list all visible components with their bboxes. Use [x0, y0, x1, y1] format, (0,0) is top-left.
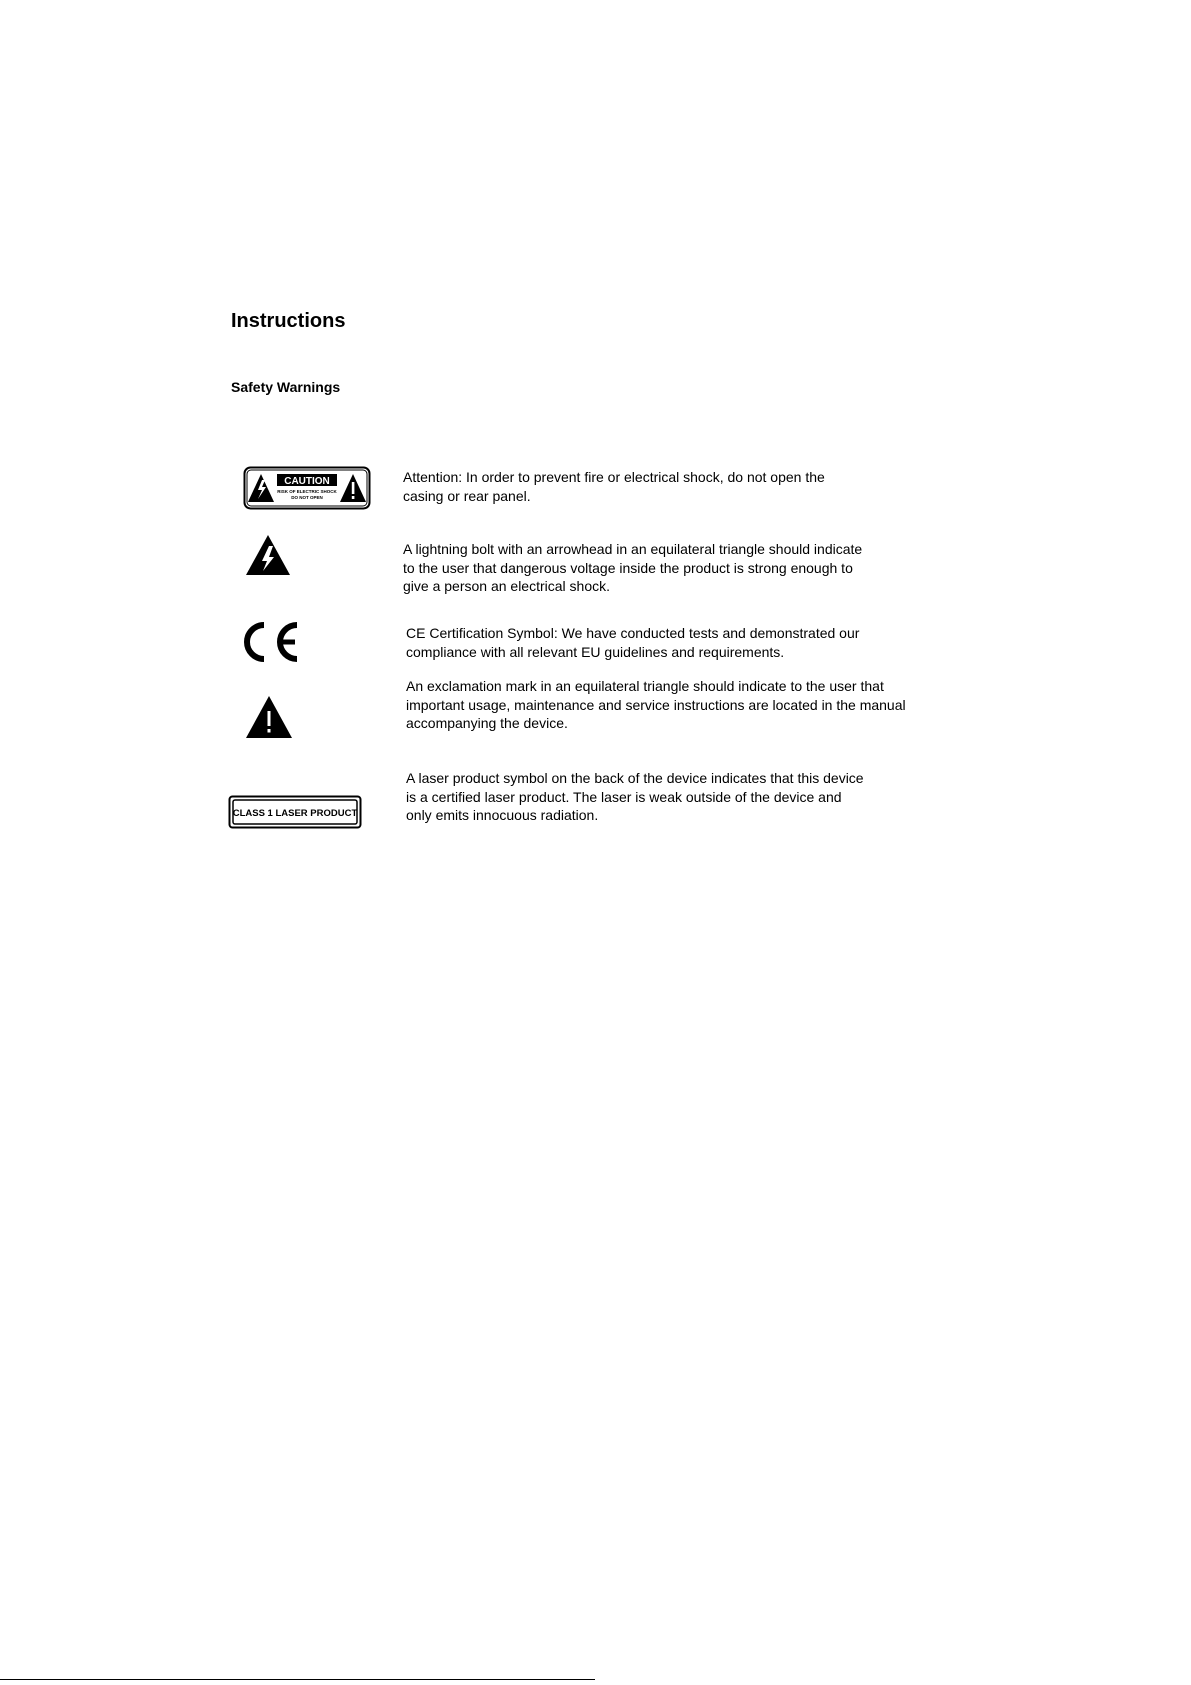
warning-text-laser: A laser product symbol on the back of the device indicates that this device is a certified laser product. The laser is weak outside of the device and only emits innocuous radiation.	[406, 770, 864, 823]
warning-text-caution: Attention: In order to prevent fire or electrical shock, do not open the casing or rear panel.	[403, 469, 825, 504]
footer-rule	[0, 1679, 595, 1680]
ce-mark-icon	[242, 620, 300, 664]
caution-label-line2: DO NOT OPEN	[291, 495, 323, 500]
laser-label-text: CLASS 1 LASER PRODUCT	[232, 808, 358, 819]
warning-text-exclamation: An exclamation mark in an equilateral triangle should indicate to the user that important usage, maintenance and service instructions are located in the manual accompanying the device.	[406, 678, 906, 731]
page-title: Instructions	[231, 310, 346, 332]
laser-product-label-icon	[228, 795, 362, 829]
section-title-safety-warnings: Safety Warnings	[231, 379, 341, 395]
warning-text-ce: CE Certification Symbol: We have conducted tests and demonstrated our compliance with all relevant EU guidelines and requirements.	[406, 625, 860, 660]
warning-text-lightning: A lightning bolt with an arrowhead in an equilateral triangle should indicate to the user that dangerous voltage inside the product is strong enough to give a person an electrical shock.	[403, 541, 863, 594]
caution-label-line1: RISK OF ELECTRIC SHOCK	[277, 489, 337, 494]
exclamation-triangle-icon	[245, 695, 293, 739]
caution-label-title: CAUTION	[284, 476, 330, 487]
lightning-triangle-icon	[245, 534, 291, 576]
caution-label-icon	[243, 466, 371, 510]
